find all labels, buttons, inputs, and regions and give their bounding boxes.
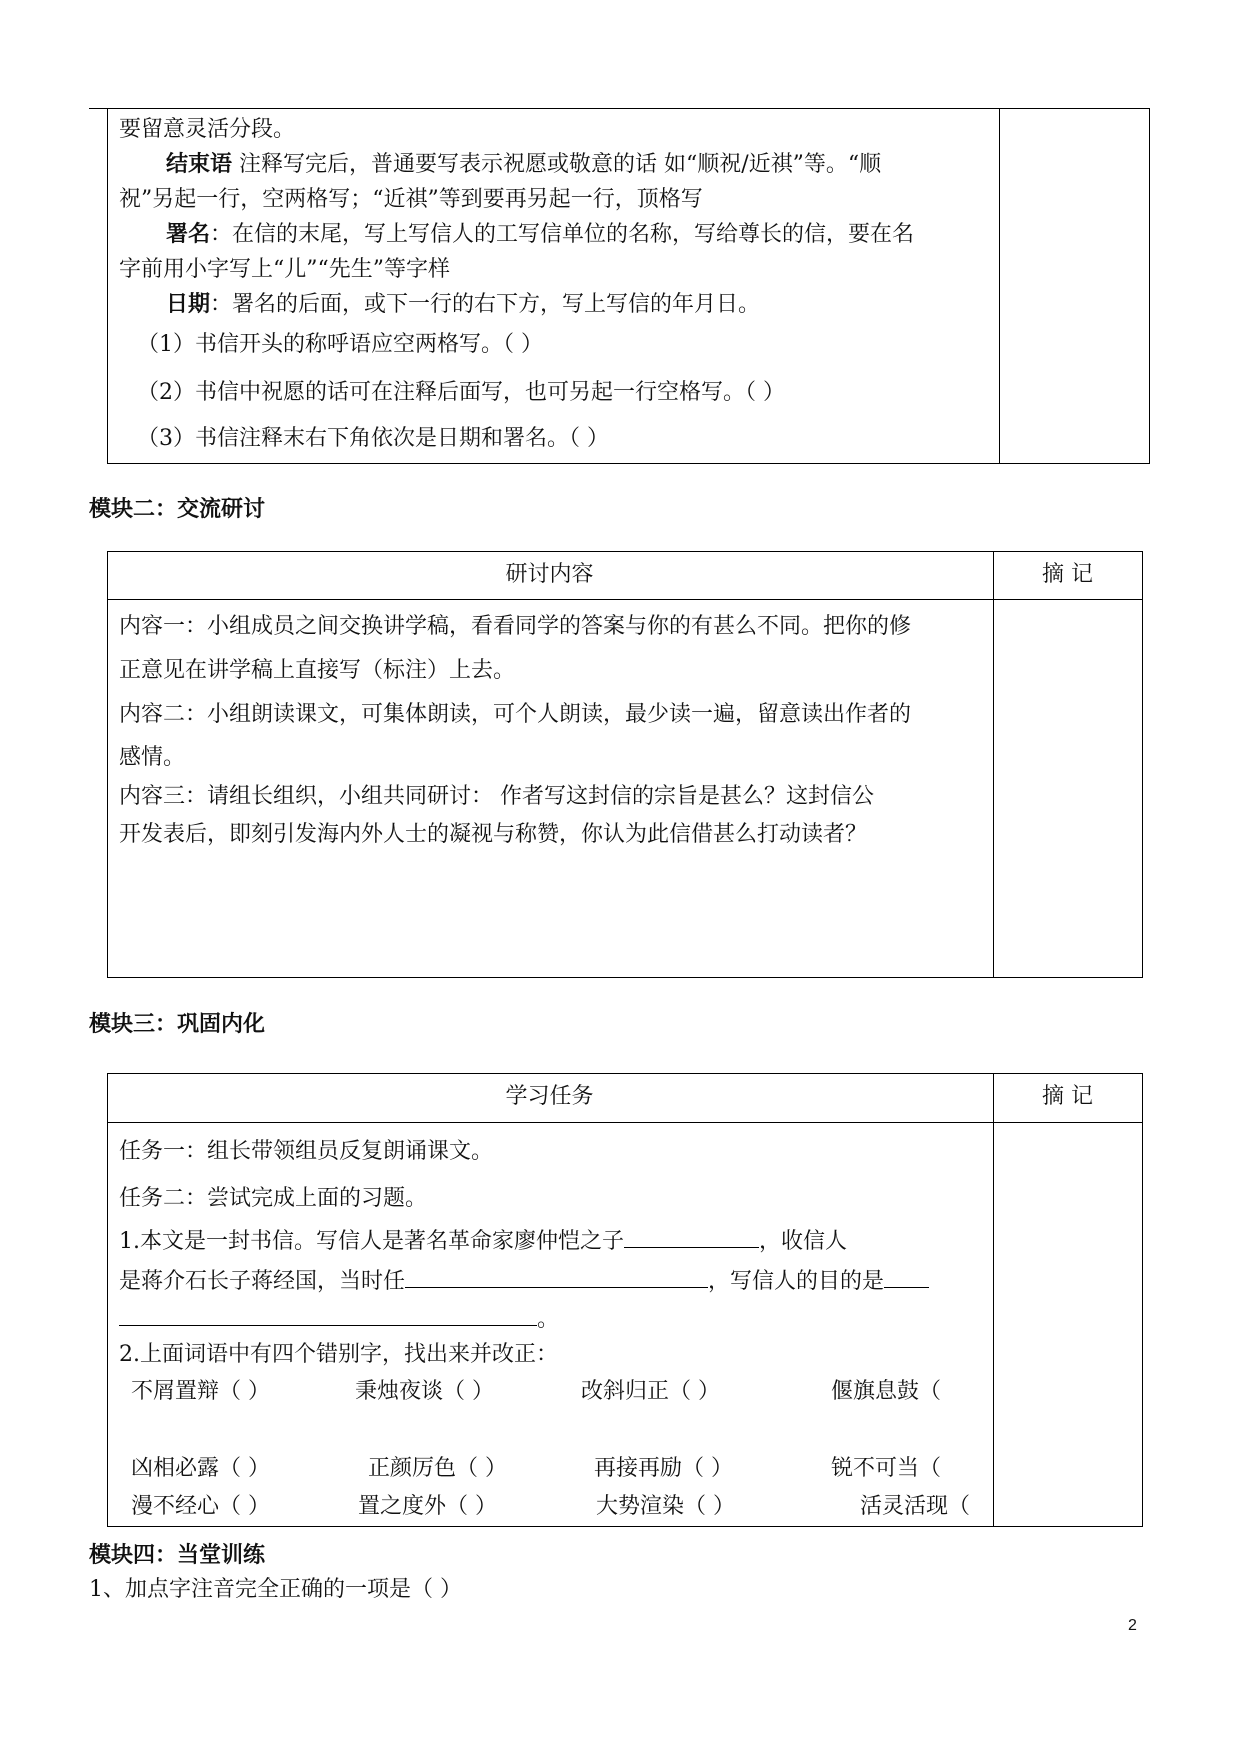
fill-text: 1.本文是一封书信。写信人是著名革命家廖仲恺之子 bbox=[119, 1229, 624, 1254]
word-item: 锐不可当（ bbox=[831, 1456, 942, 1481]
table-divider bbox=[999, 109, 1000, 463]
task-2: 任务二：尝试完成上面的习题。 bbox=[119, 1186, 428, 1211]
word-item: 活灵活现（ bbox=[860, 1494, 971, 1519]
word-item: 正颜厉色（ ） bbox=[368, 1456, 507, 1481]
notes-header: 摘 记 bbox=[1042, 1084, 1093, 1109]
answer-blank[interactable] bbox=[884, 1265, 929, 1288]
judge-question-2: （2）书信中祝愿的话可在注释后面写，也可另起一行空格写。（ ） bbox=[137, 380, 785, 405]
notes-header: 摘 记 bbox=[1042, 562, 1093, 587]
date-label: 日期 bbox=[166, 292, 211, 317]
training-question-1: 1、加点字注音完全正确的一项是（ ） bbox=[89, 1577, 462, 1602]
module2-title: 模块二：交流研讨 bbox=[89, 497, 266, 522]
module3-title: 模块三：巩固内化 bbox=[89, 1012, 266, 1037]
date-paragraph bbox=[166, 290, 760, 320]
closing-text: 注释写完后，普通要写表示祝愿或敬意的话 如“顺祝/近祺”等。“顺 bbox=[232, 152, 882, 177]
content-3-line2: 开发表后，即刻引发海内外人士的凝视与称赞，你认为此信借甚么打动读者？ bbox=[119, 822, 868, 847]
note-line: 要留意灵活分段。 bbox=[119, 117, 296, 142]
table-header-rule bbox=[108, 1122, 1142, 1123]
judge-question-3: （3）书信注释末右下角依次是日期和署名。（ ） bbox=[137, 426, 609, 451]
closing-text-cont: 祝”另起一行，空两格写；“近祺”等到要再另起一行，顶格写 bbox=[119, 187, 703, 212]
word-item: 大势渲染（ ） bbox=[596, 1494, 735, 1519]
fill-text: 。 bbox=[537, 1307, 560, 1332]
table-header-rule bbox=[108, 599, 1142, 600]
content-2-line1: 内容二：小组朗读课文，可集体朗读，可个人朗读，最少读一遍，留意读出作者的 bbox=[119, 702, 912, 727]
closing-paragraph bbox=[166, 150, 881, 180]
content-2-line2: 感情。 bbox=[119, 745, 186, 770]
date-text: ：署名的后面，或下一行的右下方，写上写信的年月日。 bbox=[210, 292, 761, 317]
fill-text: 是蒋介石长子蒋经国，当时任 bbox=[119, 1269, 406, 1294]
content-1-line1: 内容一：小组成员之间交换讲学稿，看看同学的答案与你的有甚么不同。把你的修 bbox=[119, 614, 912, 639]
judge-question-1: （1）书信开头的称呼语应空两格写。（ ） bbox=[137, 332, 543, 357]
word-item: 漫不经心（ ） bbox=[131, 1494, 270, 1519]
answer-blank[interactable] bbox=[119, 1303, 537, 1326]
sign-label: 署名 bbox=[166, 222, 211, 247]
table-divider bbox=[993, 552, 994, 977]
word-item: 置之度外（ ） bbox=[358, 1494, 497, 1519]
fill-text: ，收信人 bbox=[759, 1229, 848, 1254]
word-item: 凶相必露（ ） bbox=[131, 1456, 270, 1481]
sign-text: ：在信的末尾，写上写信人的工写信单位的名称，写给尊长的信，要在名 bbox=[210, 222, 915, 247]
discussion-header: 研讨内容 bbox=[505, 562, 594, 587]
word-item: 不屑置辩（ ） bbox=[131, 1379, 270, 1404]
sign-text-cont: 字前用小字写上“儿”“先生”等字样 bbox=[119, 257, 450, 282]
module4-title: 模块四：当堂训练 bbox=[89, 1543, 266, 1568]
table-divider bbox=[993, 1074, 994, 1526]
word-item: 偃旗息鼓（ bbox=[831, 1379, 942, 1404]
fill-text: ，写信人的目的是 bbox=[708, 1269, 885, 1294]
content-1-line2: 正意见在讲学稿上直接写（标注）上去。 bbox=[119, 658, 516, 683]
fill-question-1-line1 bbox=[119, 1225, 847, 1257]
word-item: 改斜归正（ ） bbox=[581, 1379, 720, 1404]
page-number: 2 bbox=[1128, 1617, 1137, 1634]
fill-question-1-line3 bbox=[119, 1303, 559, 1335]
answer-blank[interactable] bbox=[624, 1225, 759, 1248]
answer-blank[interactable] bbox=[405, 1265, 708, 1288]
task-1: 任务一：组长带领组员反复朗诵课文。 bbox=[119, 1139, 494, 1164]
sign-paragraph bbox=[166, 220, 914, 250]
word-item: 再接再励（ ） bbox=[594, 1456, 733, 1481]
task-header: 学习任务 bbox=[505, 1084, 594, 1109]
fill-question-1-line2 bbox=[119, 1265, 929, 1297]
fill-question-2: 2.上面词语中有四个错别字，找出来并改正： bbox=[119, 1342, 558, 1367]
closing-label: 结束语 bbox=[166, 152, 233, 177]
content-3-line1: 内容三：请组长组织，小组共同研讨： 作者写这封信的宗旨是甚么？这封信公 bbox=[119, 784, 874, 809]
word-item: 秉烛夜谈（ ） bbox=[355, 1379, 494, 1404]
